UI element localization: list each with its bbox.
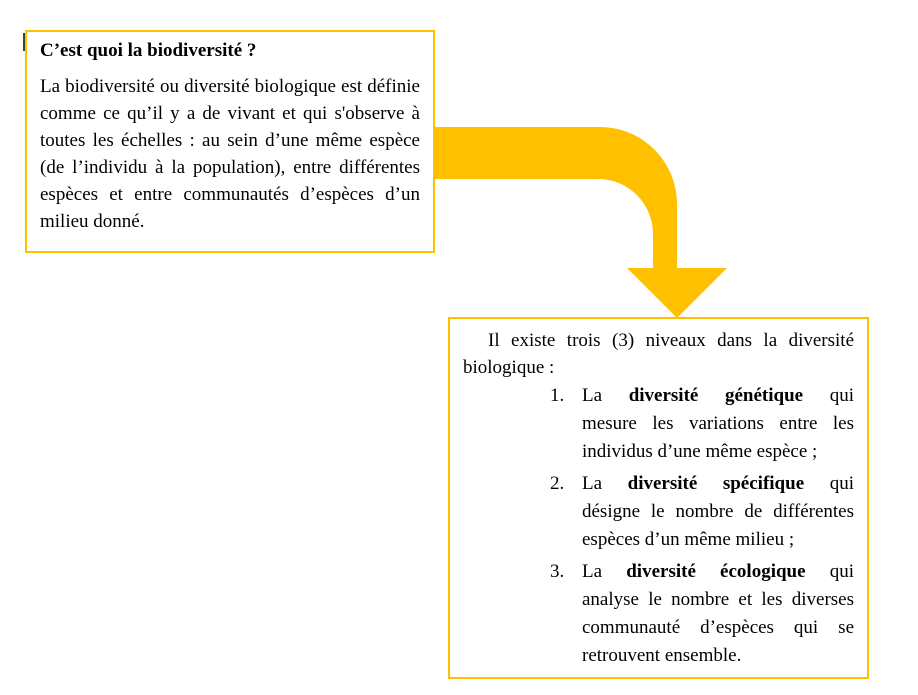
level-suffix: qui [829, 561, 855, 582]
level-number: 2. [550, 473, 565, 494]
level-description: analyse le nombre et les diverses communauté d’espèces qui se retrouvent ensemble. [582, 589, 854, 666]
level-item-specific [550, 470, 854, 554]
level-description: mesure les variations entre les individus d’une même espèce ; [582, 413, 854, 462]
level-description: désigne le nombre de différentes espèces d’un même milieu ; [582, 501, 854, 550]
levels-intro: Il existe trois (3) niveaux dans la diversité biologique : [463, 330, 854, 378]
levels-box [448, 317, 869, 679]
level-term: diversité écologique [626, 561, 806, 582]
level-line [582, 470, 854, 498]
level-suffix: qui [829, 385, 854, 406]
level-line [582, 558, 854, 586]
level-prefix: La [582, 385, 603, 406]
level-suffix: qui [829, 473, 854, 494]
level-term: diversité spécifique [627, 473, 805, 494]
definition-body: La biodiversité ou diversité biologique est définie comme ce qu’il y a de vivant et qui s'observe à toutes les échelles : au sein d’une même espèce (de l’individu à la population), entre différentes espèces et entre communautés d’espèces d’un milieu donné. [40, 76, 420, 232]
level-item-genetic [550, 382, 854, 466]
level-item-ecological [550, 558, 854, 670]
definition-title: C’est quoi la biodiversité ? [40, 40, 257, 61]
level-term: diversité génétique [628, 385, 804, 406]
level-number: 3. [550, 561, 565, 582]
curved-arrow-body [433, 127, 727, 318]
level-prefix: La [582, 473, 603, 494]
levels-list [463, 382, 854, 670]
level-prefix: La [582, 561, 603, 582]
definition-box [25, 30, 435, 253]
level-number: 1. [550, 385, 565, 406]
level-line [582, 382, 854, 410]
